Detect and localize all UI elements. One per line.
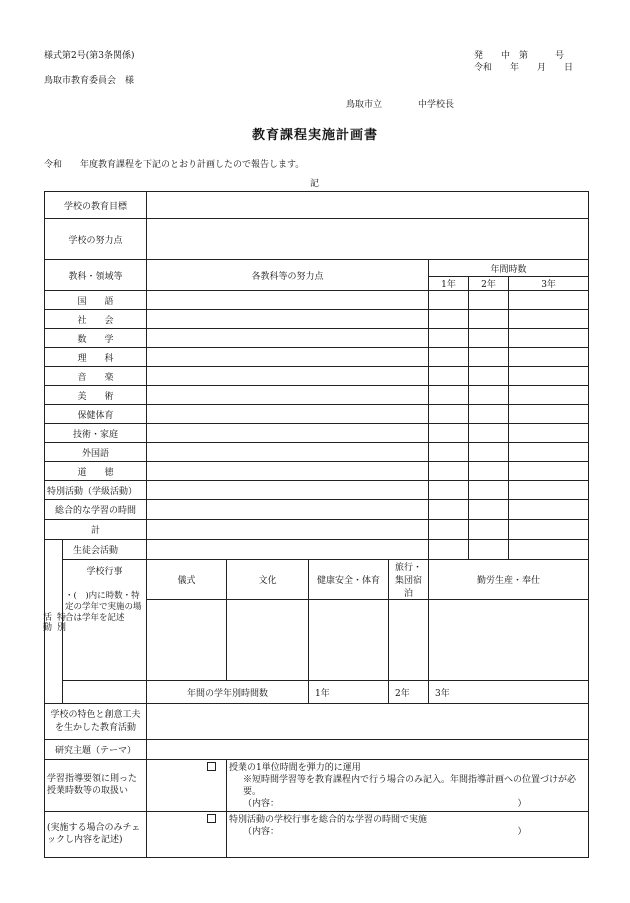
- subject-row: [45, 405, 589, 424]
- hours-field[interactable]: [509, 310, 589, 329]
- subject-row: [45, 329, 589, 348]
- option2-text: [227, 811, 589, 857]
- research-label: 研究主題（テーマ）: [45, 740, 147, 760]
- subject-effort-field[interactable]: [147, 424, 429, 443]
- hours-field[interactable]: [469, 310, 509, 329]
- event-col-labor: 勤労生産・奉仕: [429, 560, 589, 600]
- hours-field[interactable]: [429, 291, 469, 310]
- year-col-2: 2年: [469, 277, 509, 291]
- hours-field[interactable]: [429, 329, 469, 348]
- special-vertical-1: 特別: [55, 611, 65, 632]
- addressee: 鳥取市教育委員会 様: [44, 76, 135, 86]
- subject-name: 外国語: [45, 443, 147, 462]
- hours-field[interactable]: [469, 329, 509, 348]
- special-class-row: [45, 481, 589, 500]
- option1-text: [227, 760, 589, 812]
- subject-effort-field[interactable]: [147, 291, 429, 310]
- student-council-row: [45, 540, 589, 560]
- effort-field[interactable]: [147, 219, 589, 260]
- subject-name: 音 楽: [45, 367, 147, 386]
- subject-effort-field[interactable]: [147, 310, 429, 329]
- option2-content[interactable]: （内容： ）: [243, 826, 527, 837]
- option2-checkbox[interactable]: [207, 814, 216, 823]
- subject-effort-field[interactable]: [147, 443, 429, 462]
- subject-row: [45, 443, 589, 462]
- intro-text: 令和 年度教育課程を下記のとおり計画したので報告します。: [44, 160, 305, 170]
- hours-field[interactable]: [509, 329, 589, 348]
- subject-row: [45, 348, 589, 367]
- hours-field[interactable]: [469, 481, 509, 500]
- hours-field[interactable]: [429, 500, 469, 520]
- hours-field[interactable]: [469, 348, 509, 367]
- hours-field[interactable]: [429, 481, 469, 500]
- guideline-label: 学習指導要領に則った授業時数等の取扱い: [45, 760, 147, 812]
- event-col-health: 健康安全・体育: [309, 560, 389, 600]
- annual-hours-label: 年間の学年別時間数: [147, 681, 309, 704]
- student-council-label: 生徒会活動: [63, 540, 147, 560]
- option1-content[interactable]: （内容： ）: [243, 799, 527, 810]
- event-field-labor[interactable]: [429, 600, 589, 681]
- guideline-row-1: [45, 760, 589, 812]
- annual-year-3: 3年: [429, 681, 589, 704]
- event-field-ceremony[interactable]: [147, 600, 227, 681]
- header-row-1: [45, 260, 589, 277]
- event-col-travel: 旅行・集団宿泊: [389, 560, 429, 600]
- hours-field[interactable]: [429, 386, 469, 405]
- ki-label: 記: [310, 179, 320, 189]
- subject-effort-field[interactable]: [147, 405, 429, 424]
- hours-field[interactable]: [509, 424, 589, 443]
- student-council-field[interactable]: [147, 540, 429, 560]
- event-field-health[interactable]: [309, 600, 389, 681]
- goal-label: 学校の教育目標: [45, 192, 147, 219]
- subject-row: [45, 291, 589, 310]
- features-label: 学校の特色と創意工夫を生かした教育活動: [45, 704, 147, 740]
- integrated-row: [45, 500, 589, 520]
- hours-field[interactable]: [509, 520, 589, 540]
- option2-checkbox-cell: [147, 811, 227, 857]
- annual-blank: [63, 681, 147, 704]
- subject-row: [45, 386, 589, 405]
- hours-field[interactable]: [429, 520, 469, 540]
- subject-effort-field[interactable]: [147, 462, 429, 481]
- subject-name: 美 術: [45, 386, 147, 405]
- hours-field[interactable]: [469, 520, 509, 540]
- sender: 鳥取市立 中学校長: [346, 100, 455, 110]
- hours-field[interactable]: [509, 481, 589, 500]
- school-events-cell: [63, 560, 147, 681]
- subject-effort-field[interactable]: [147, 348, 429, 367]
- effort-row: [45, 219, 589, 260]
- subject-name: 理 科: [45, 348, 147, 367]
- hours-field[interactable]: [509, 462, 589, 481]
- total-row: [45, 520, 589, 540]
- hours-field[interactable]: [509, 540, 589, 560]
- option1-title: 授業の1単位時間を弾力的に運用: [229, 763, 361, 773]
- year-col-3: 3年: [509, 277, 589, 291]
- hours-field[interactable]: [429, 424, 469, 443]
- effort-label: 学校の努力点: [45, 219, 147, 260]
- hours-field[interactable]: [469, 291, 509, 310]
- hours-field[interactable]: [429, 310, 469, 329]
- event-col-culture: 文化: [227, 560, 309, 600]
- events-header-row: [45, 560, 589, 600]
- subject-row: [45, 367, 589, 386]
- hours-field[interactable]: [509, 367, 589, 386]
- annual-year-2: 2年: [389, 681, 429, 704]
- hours-field[interactable]: [509, 386, 589, 405]
- hours-field[interactable]: [469, 424, 509, 443]
- events-note: ・( )内に時数・特定の学年で実施の場合は学年を記述: [65, 591, 142, 624]
- option1-checkbox[interactable]: [207, 762, 216, 771]
- special-class-field[interactable]: [147, 481, 429, 500]
- features-field[interactable]: [147, 704, 589, 740]
- total-blank: [147, 520, 429, 540]
- option1-note: ※短時間学習等を教育課程内で行う場合のみ記入。年間指導計画への位置づけが必要。: [243, 775, 577, 798]
- plan-table: [41, 191, 589, 858]
- hours-field[interactable]: [429, 540, 469, 560]
- subject-effort-field[interactable]: [147, 367, 429, 386]
- goal-row: [45, 192, 589, 219]
- subject-row: [45, 310, 589, 329]
- guideline-note: (実施する場合のみチェックし内容を記述): [45, 811, 147, 857]
- subject-row: [45, 424, 589, 443]
- hours-field[interactable]: [469, 462, 509, 481]
- annual-year-1: 1年: [309, 681, 389, 704]
- hours-field[interactable]: [509, 500, 589, 520]
- event-field-culture[interactable]: [227, 600, 309, 681]
- subject-name: 保健体育: [45, 405, 147, 424]
- special-class-label: 特別活動（学級活動）: [45, 481, 147, 500]
- hours-field[interactable]: [509, 348, 589, 367]
- hours-field[interactable]: [469, 386, 509, 405]
- hours-field[interactable]: [429, 367, 469, 386]
- total-label: 計: [45, 520, 147, 540]
- hours-field[interactable]: [469, 405, 509, 424]
- hours-field[interactable]: [429, 462, 469, 481]
- event-field-travel[interactable]: [389, 600, 429, 681]
- guideline-row-2: [45, 811, 589, 857]
- hours-field[interactable]: [429, 348, 469, 367]
- hours-field[interactable]: [509, 443, 589, 462]
- features-row: [45, 704, 589, 740]
- research-row: [45, 740, 589, 760]
- document-title: 教育課程実施計画書: [251, 128, 378, 143]
- event-col-ceremony: 儀式: [147, 560, 227, 600]
- subject-effort-field[interactable]: [147, 329, 429, 348]
- option1-checkbox-cell: [147, 760, 227, 812]
- hours-field[interactable]: [469, 540, 509, 560]
- hours-field[interactable]: [469, 443, 509, 462]
- subject-name: 社 会: [45, 310, 147, 329]
- col-effort: 各教科等の努力点: [147, 260, 429, 291]
- integrated-label: 総合的な学習の時間: [45, 500, 147, 520]
- year-col-1: 1年: [429, 277, 469, 291]
- hours-field[interactable]: [429, 405, 469, 424]
- integrated-field[interactable]: [147, 500, 429, 520]
- goal-field[interactable]: [147, 192, 589, 219]
- annual-hours-row: [45, 681, 589, 704]
- subject-name: 道 徳: [45, 462, 147, 481]
- subject-name: 数 学: [45, 329, 147, 348]
- hours-field[interactable]: [429, 443, 469, 462]
- subject-name: 国 語: [45, 291, 147, 310]
- subject-effort-field[interactable]: [147, 386, 429, 405]
- hours-field[interactable]: [509, 291, 589, 310]
- option2-title: 特別活動の学校行事を総合的な学習の時間で実施: [229, 814, 428, 825]
- subject-row: [45, 462, 589, 481]
- hours-field[interactable]: [469, 500, 509, 520]
- research-field[interactable]: [147, 740, 589, 760]
- subject-name: 技術・家庭: [45, 424, 147, 443]
- col-hours: 年間時数: [429, 260, 589, 277]
- hours-field[interactable]: [469, 367, 509, 386]
- date-line: 令和 年 月 日: [474, 63, 574, 73]
- special-activities-vertical-label: [41, 540, 65, 704]
- special-vertical-2: 活動: [41, 611, 51, 632]
- col-subject: 教科・領域等: [45, 260, 147, 291]
- school-events-label: 学校行事: [86, 567, 123, 577]
- form-number: 様式第2号(第3条関係): [44, 51, 135, 61]
- reference-number: 発 中 第 号: [474, 51, 565, 61]
- hours-field[interactable]: [509, 405, 589, 424]
